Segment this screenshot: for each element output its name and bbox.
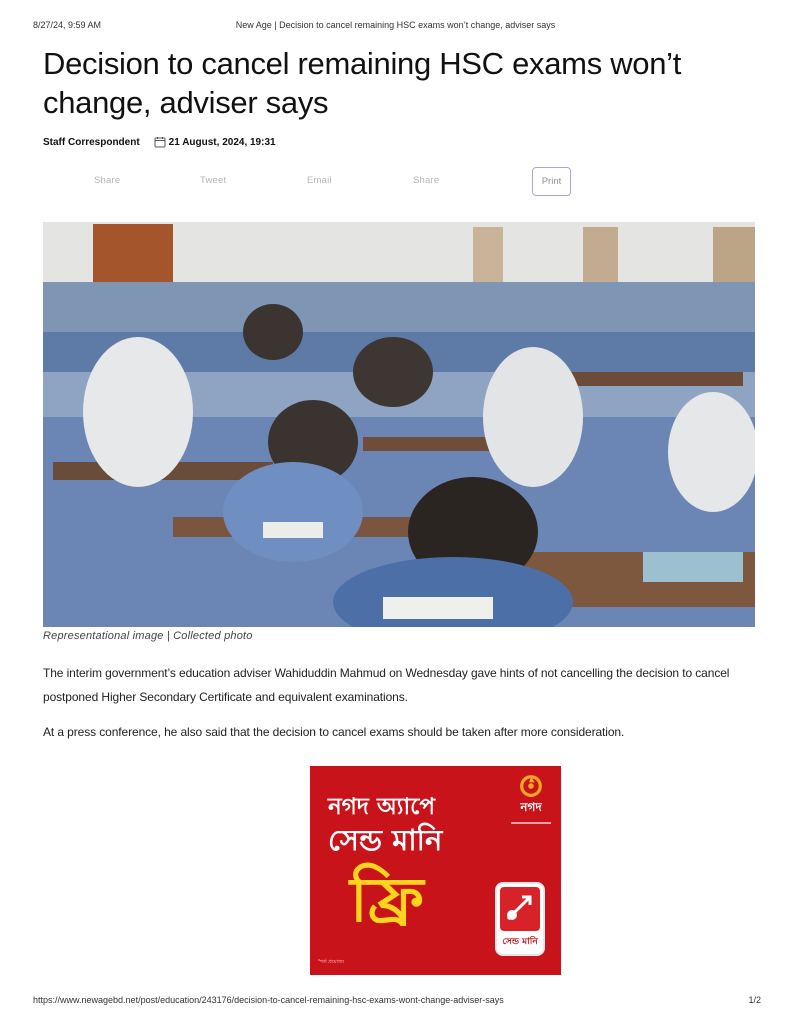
ad-free-text: ফ্রি: [350, 863, 424, 936]
ad-fine-print: *শর্ত প্রযোজ্য: [318, 959, 345, 965]
calendar-icon: [154, 136, 166, 148]
article-headline: Decision to cancel remaining HSC exams won’t change, adviser says: [43, 46, 682, 120]
advertisement-banner[interactable]: [310, 766, 561, 975]
print-footer: [33, 995, 761, 1007]
page-url[interactable]: https://www.newagebd.net/post/education/243176/decision-to-cancel-remaining-hsc-exams-wont-change-adviser-says: [33, 995, 504, 1005]
phone-send-money-label: সেন্ড মানি: [502, 937, 538, 947]
page-number: 1/2: [748, 995, 761, 1005]
tweet-button[interactable]: Tweet: [200, 175, 227, 186]
share-more-button[interactable]: Share: [413, 175, 440, 186]
article-byline: [43, 135, 276, 149]
share-facebook-button[interactable]: Share: [94, 175, 121, 186]
article-paragraph: At a press conference, he also said that the decision to cancel exams should be taken after more consideration.: [43, 725, 625, 739]
print-button[interactable]: Print: [532, 167, 571, 196]
ad-headline-line1: নগদ অ্যাপে: [328, 794, 436, 820]
print-header: [33, 20, 758, 32]
photo-caption: Representational image | Collected photo: [43, 630, 253, 642]
article-photo: [43, 222, 755, 627]
logo-divider: [511, 822, 551, 824]
print-datetime: 8/27/24, 9:59 AM: [33, 20, 102, 30]
ad-logo-text: নগদ: [520, 800, 542, 815]
ad-headline-line2: সেন্ড মানি: [328, 823, 443, 857]
nagad-logo-icon: [507, 774, 555, 824]
publish-date: 21 August, 2024, 19:31: [168, 136, 276, 148]
author-name[interactable]: Staff Correspondent: [43, 136, 140, 148]
email-button[interactable]: Email: [307, 175, 332, 186]
article-paragraph: The interim government’s education adviser Wahiduddin Mahmud on Wednesday gave hints of not cancelling the decision to cancel postponed Higher Secondary Certificate and equivalent examinations.: [43, 666, 730, 704]
print-document-title: New Age | Decision to cancel remaining HSC exams won’t change, adviser says: [235, 20, 556, 30]
share-bar: [43, 166, 755, 198]
